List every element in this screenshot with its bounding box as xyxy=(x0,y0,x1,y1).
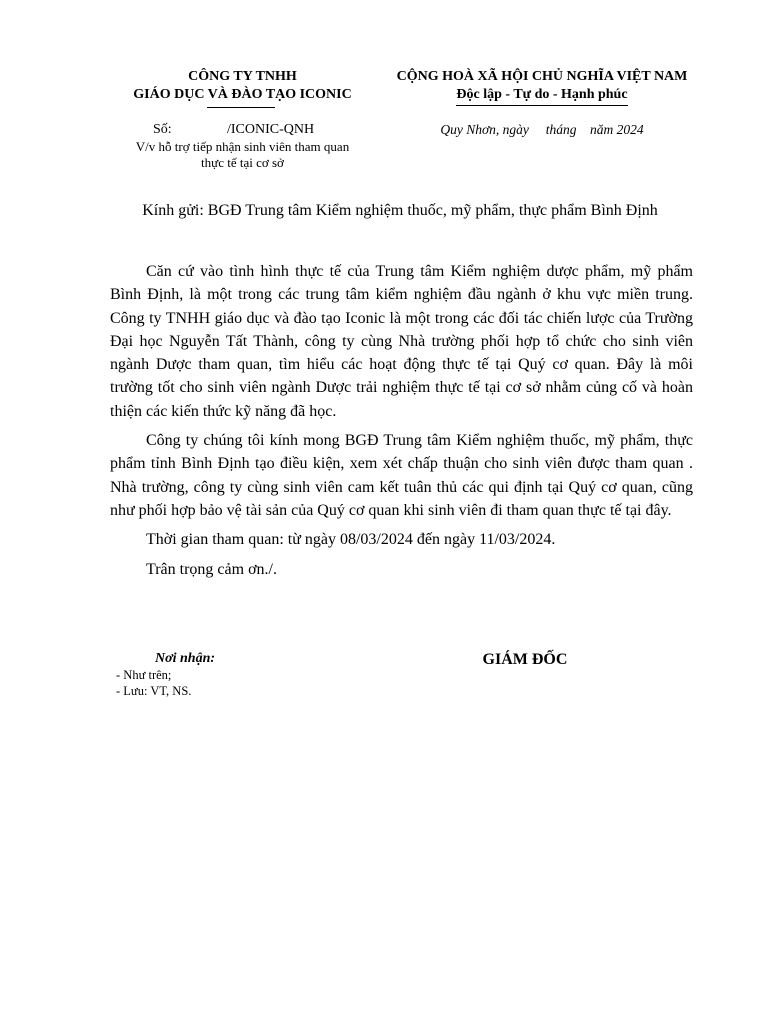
company-name-line2: GIÁO DỤC VÀ ĐÀO TẠO ICONIC xyxy=(133,87,352,102)
document-subject xyxy=(100,139,385,171)
nation-name: CỘNG HOÀ XÃ HỘI CHỦ NGHĨA VIỆT NAM xyxy=(396,69,688,84)
national-motto: Độc lập - Tự do - Hạnh phúc xyxy=(456,86,627,106)
national-header xyxy=(372,68,712,106)
recipients-list xyxy=(116,667,191,699)
signer-title: GIÁM ĐỐC xyxy=(482,651,568,668)
document-number-code: /ICONIC-QNH xyxy=(227,122,315,137)
recipients-item: - Như trên; xyxy=(116,668,172,682)
company-name-line1: CÔNG TY TNHH xyxy=(188,69,297,84)
company-underline-divider xyxy=(207,107,275,108)
letter-body xyxy=(110,260,693,587)
recipients-item: - Lưu: VT, NS. xyxy=(116,684,192,698)
body-paragraph-2: Công ty chúng tôi kính mong BGĐ Trung tâm Kiểm nghiệm thuốc, mỹ phẩm, thực phẩm tỉnh Bình Định tạo điều kiện, xem xét chấp thuận cho sinh viên được tham quan . Nhà trường, công ty cùng sinh viên cam kết tuân thủ các qui định tại Quý cơ quan, cũng như phối hợp bảo vệ tài sản của Quý cơ quan khi sinh viên đi tham quan thực tế tại đây. xyxy=(110,432,693,519)
recipient-line: Kính gửi: BGĐ Trung tâm Kiểm nghiệm thuốc, mỹ phẩm, thực phẩm Bình Định xyxy=(142,202,658,219)
body-paragraph-4: Trân trọng cảm ơn./. xyxy=(146,560,277,578)
company-name xyxy=(100,68,385,104)
document-subject-line2: thực tế tại cơ sở xyxy=(201,155,284,170)
place-and-date: Quy Nhơn, ngày tháng năm 2024 xyxy=(440,122,644,137)
recipients-title: Nơi nhận: xyxy=(155,651,216,666)
body-paragraph-1: Căn cứ vào tình hình thực tế của Trung tâm Kiểm nghiệm dược phẩm, mỹ phẩm Bình Định, là một trong các trung tâm kiểm nghiệm đầu ngành ở khu vực miền trung. Công ty TNHH giáo dục và đào tạo Iconic là một trong các đối tác chiến lược của Trường Đại học Nguyễn Tất Thành, công ty cùng Nhà trường phối hợp tổ chức cho sinh viên ngành Dược tham quan, tìm hiểu các hoạt động thực tế tại Quý cơ quan. Đây là môi trường tốt cho sinh viên ngành Dược trải nghiệm thực tế tại cơ sở nhằm củng cố và hoàn thiện các kiến thức kỹ năng đã học. xyxy=(110,263,693,420)
document-number-label: Số: xyxy=(153,122,172,137)
body-paragraph-3: Thời gian tham quan: từ ngày 08/03/2024 đến ngày 11/03/2024. xyxy=(146,531,556,549)
document-subject-line1: V/v hỗ trợ tiếp nhận sinh viên tham quan xyxy=(135,139,350,154)
